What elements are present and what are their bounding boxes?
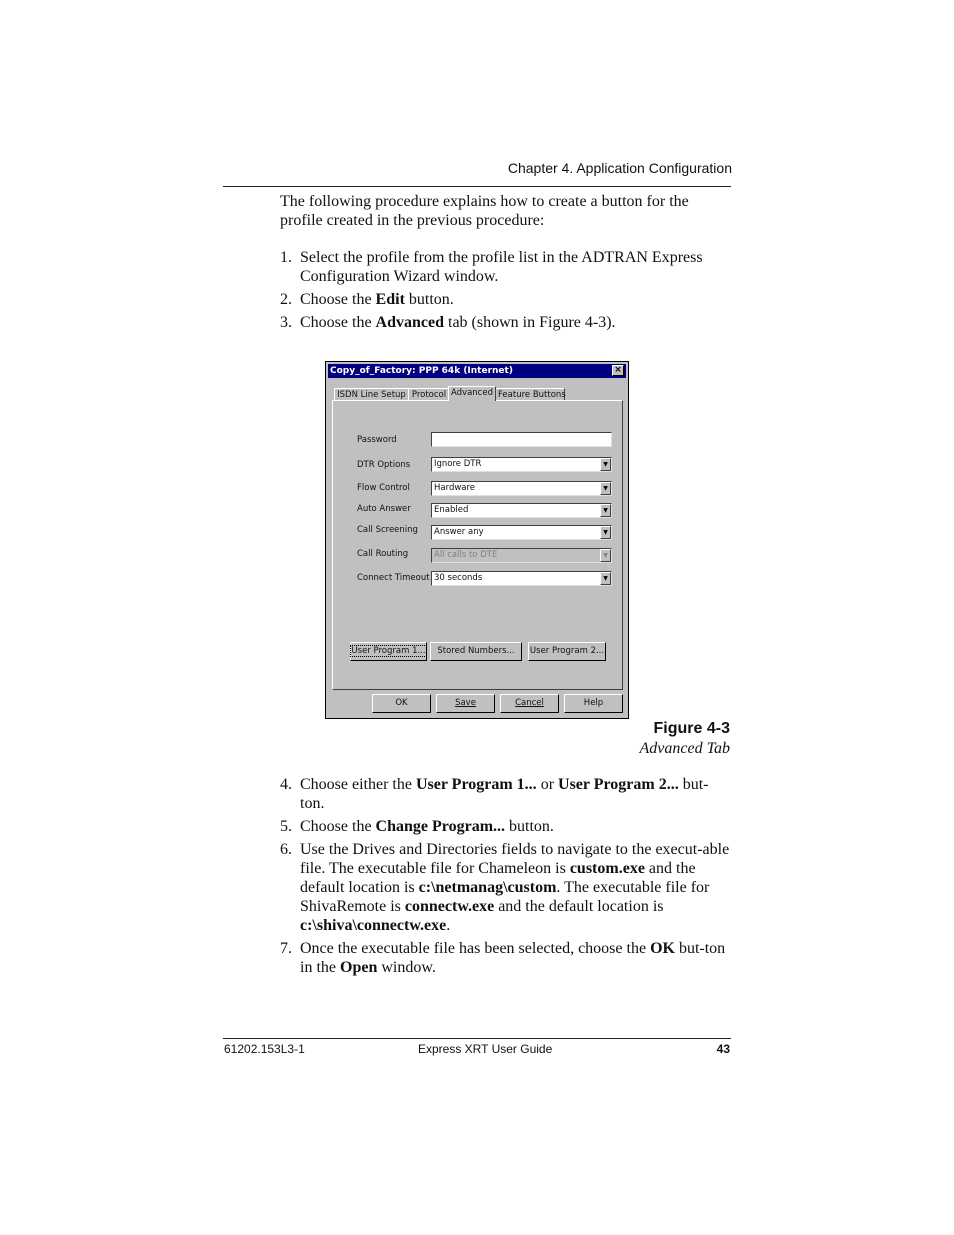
step-text: Select the profile from the profile list in the ADTRAN Express Configuration Wizard window. <box>300 249 703 285</box>
chevron-down-icon: ▼ <box>600 549 611 562</box>
dialog-window <box>325 361 629 719</box>
procedure-steps-1 <box>280 248 732 336</box>
call-screening-value: Answer any <box>434 527 484 537</box>
connect-timeout-value: 30 seconds <box>434 573 483 583</box>
header-rule <box>223 186 731 187</box>
step-text: and the default location is <box>300 860 696 896</box>
page-number: 43 <box>716 1042 730 1056</box>
step-text: tab (shown in Figure 4-3). <box>444 314 616 331</box>
connect-timeout-label: Connect Timeout <box>357 573 430 583</box>
step-text: Once the executable file has been selected, choose the <box>300 940 651 957</box>
chevron-down-icon[interactable]: ▼ <box>600 458 611 471</box>
procedure-steps-2 <box>280 775 732 981</box>
tab-isdn-line-setup[interactable]: ISDN Line Setup <box>334 388 409 401</box>
save-button[interactable]: Save <box>436 694 495 713</box>
step-emphasis: OK <box>650 940 675 957</box>
step-number: 2. <box>280 291 292 308</box>
step-item <box>280 313 732 332</box>
step-emphasis: connectw.exe <box>404 898 495 915</box>
auto-answer-label: Auto Answer <box>357 504 411 514</box>
call-routing-value: All calls to DTE <box>434 550 498 560</box>
step-text: . <box>446 917 451 934</box>
chevron-down-icon[interactable]: ▼ <box>600 504 611 517</box>
step-number: 6. <box>280 841 292 858</box>
chevron-down-icon[interactable]: ▼ <box>600 572 611 585</box>
step-emphasis: c:\netmanag\custom <box>418 879 557 896</box>
step-number: 3. <box>280 314 292 331</box>
user-program-1-label: User Program 1... <box>351 646 426 656</box>
step-text: button. <box>404 291 454 308</box>
step-text: window. <box>377 959 436 976</box>
dtr-options-label: DTR Options <box>357 460 411 470</box>
step-item <box>280 248 732 286</box>
intro-paragraph: The following procedure explains how to create a button for the profile created in the previous procedure: <box>280 193 689 229</box>
step-item <box>280 939 732 977</box>
step-text: Choose the <box>300 291 376 308</box>
step-emphasis: Change Program... <box>375 818 506 835</box>
step-item <box>280 775 732 813</box>
step-emphasis: User Program 1... <box>415 776 537 793</box>
step-number: 5. <box>280 818 292 835</box>
chevron-down-icon[interactable]: ▼ <box>600 526 611 539</box>
step-item <box>280 817 732 836</box>
step-text: Choose the <box>300 314 376 331</box>
step-text: button. <box>505 818 554 835</box>
user-program-1-button[interactable] <box>350 642 427 661</box>
flow-control-label: Flow Control <box>357 483 410 493</box>
ok-button[interactable]: OK <box>372 694 431 713</box>
step-emphasis: User Program 2... <box>558 776 679 793</box>
call-routing-label: Call Routing <box>357 549 409 559</box>
user-program-2-button[interactable]: User Program 2... <box>528 642 606 661</box>
step-text: Choose the <box>300 818 376 835</box>
step-emphasis: custom.exe <box>569 860 645 877</box>
stored-numbers-button[interactable]: Stored Numbers... <box>430 642 522 661</box>
step-emphasis: Edit <box>375 291 405 308</box>
footer-rule <box>223 1038 731 1039</box>
step-emphasis: c:\shiva\connectw.exe <box>300 917 447 934</box>
advanced-tab-panel <box>332 400 623 690</box>
password-input[interactable] <box>431 432 612 447</box>
step-item <box>280 290 732 309</box>
step-number: 1. <box>280 249 292 266</box>
dialog-title: Copy_of_Factory: PPP 64k (Internet) <box>330 366 513 376</box>
connect-timeout-select[interactable] <box>431 571 612 586</box>
step-text: Choose either the <box>300 776 416 793</box>
dtr-options-value: Ignore DTR <box>434 459 482 469</box>
flow-control-select[interactable] <box>431 481 612 496</box>
flow-control-value: Hardware <box>434 483 476 493</box>
figure-number: Figure 4-3 <box>653 720 730 737</box>
cancel-button[interactable]: Cancel <box>500 694 559 713</box>
call-screening-select[interactable] <box>431 525 612 540</box>
step-emphasis: Open <box>340 959 378 976</box>
help-button[interactable]: Help <box>564 694 623 713</box>
chapter-header: Chapter 4. Application Configuration <box>507 160 732 176</box>
auto-answer-select[interactable] <box>431 503 612 518</box>
step-text: . The executable file for ShivaRemote is <box>300 879 710 915</box>
step-number: 7. <box>280 940 292 957</box>
figure-caption: Advanced Tab <box>639 740 730 757</box>
step-text: or <box>536 776 559 793</box>
step-text: and the default location is <box>494 898 664 915</box>
chevron-down-icon[interactable]: ▼ <box>600 482 611 495</box>
step-text: but-ton. <box>300 776 709 812</box>
document-number: 61202.153L3-1 <box>224 1042 305 1056</box>
password-label: Password <box>357 435 397 445</box>
step-item <box>280 840 732 935</box>
call-routing-select <box>431 548 612 563</box>
document-title: Express XRT User Guide <box>418 1042 553 1056</box>
tab-protocol[interactable]: Protocol <box>408 388 450 401</box>
auto-answer-value: Enabled <box>434 505 469 515</box>
tab-feature-buttons[interactable]: Feature Buttons <box>495 388 565 401</box>
dialog-titlebar <box>328 364 626 378</box>
call-screening-label: Call Screening <box>357 525 418 535</box>
dtr-options-select[interactable] <box>431 457 612 472</box>
step-number: 4. <box>280 776 292 793</box>
step-text: but-ton in the <box>300 940 726 976</box>
close-icon[interactable]: × <box>612 365 624 376</box>
step-text: Use the Drives and Directories fields to navigate to the execut-able file. The executable file for Chameleon is <box>300 841 730 877</box>
step-emphasis: Advanced <box>375 314 444 331</box>
tab-advanced[interactable]: Advanced <box>448 386 496 401</box>
